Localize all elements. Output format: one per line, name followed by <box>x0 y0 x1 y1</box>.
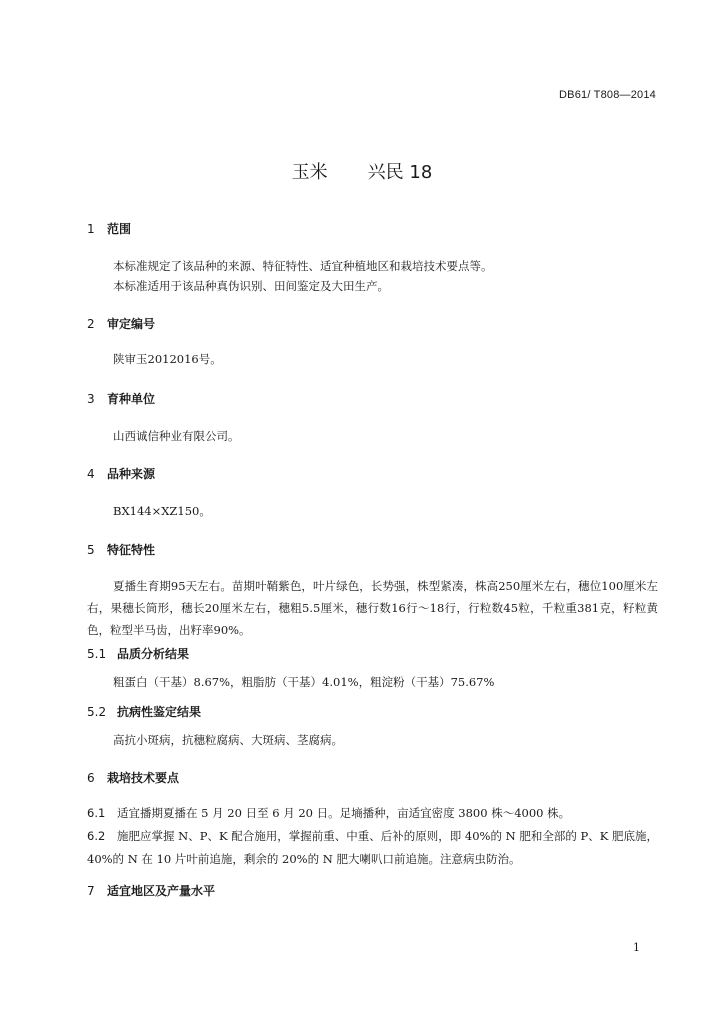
section-2-paragraph: 陕审玉2012016号。 <box>113 352 222 366</box>
section-heading-5: 5 特征特性 <box>87 543 156 557</box>
section-5-paragraph: 夏播生育期95天左右。苗期叶鞘紫色，叶片绿色，长势强，株型紧凑，株高250厘米左右，穗位100厘米左右，果穗长筒形，穗长20厘米左右，穗粗5.5厘米，穗行数16行～18行，行粒数45粒，千粒重381克，籽粒黄色，粒型半马齿，出籽率90%。 <box>87 579 658 637</box>
section-heading-5-1: 5.1 品质分析结果 <box>87 647 190 661</box>
page-number: 1 <box>633 941 640 954</box>
section-heading-1: 1 范围 <box>87 222 132 236</box>
section-6-2-number: 6.2 <box>87 829 106 843</box>
section-heading-4: 4 品种来源 <box>87 467 156 481</box>
section-5-1-paragraph: 粗蛋白（干基）8.67%，粗脂肪（干基）4.01%，粗淀粉（干基）75.67% <box>113 675 495 689</box>
title-crop: 玉米 <box>291 162 328 183</box>
section-heading-2: 2 审定编号 <box>87 317 156 331</box>
section-5-2-paragraph: 高抗小斑病，抗穗粒腐病、大斑病、茎腐病。 <box>113 733 343 747</box>
section-6-1-paragraph: 6.1 适宜播期夏播在 5 月 20 日至 6 月 20 日。足墒播种，亩适宜密度 3800 株～4000 株。 <box>87 802 658 825</box>
section-heading-6: 6 栽培技术要点 <box>87 771 180 785</box>
section-heading-3: 3 育种单位 <box>87 392 156 406</box>
document-title <box>0 158 724 184</box>
section-1-paragraph-2: 本标准适用于该品种真伪识别、田间鉴定及大田生产。 <box>113 279 389 293</box>
section-6-1-number: 6.1 <box>87 806 106 820</box>
section-heading-5-2: 5.2 抗病性鉴定结果 <box>87 705 202 719</box>
section-1-paragraph-1: 本标准规定了该品种的来源、特征特性、适宜种植地区和栽培技术要点等。 <box>113 259 493 273</box>
section-4-paragraph: BX144×XZ150。 <box>113 504 211 518</box>
section-3-paragraph: 山西诚信种业有限公司。 <box>113 429 240 443</box>
section-heading-7: 7 适宜地区及产量水平 <box>87 884 216 898</box>
section-6-2-paragraph: 6.2 施肥应掌握 N、P、K 配合施用，掌握前重、中重、后补的原则，即 40%的 N 肥和全部的 P、K 肥底施，40%的 N 在 10 片叶前追施，剩余的 20%的 N 肥大喇叭口前追施。注意病虫防治。 <box>87 825 658 871</box>
standard-code: DB61/ T808—2014 <box>559 89 656 101</box>
title-variety: 兴民 18 <box>367 162 433 183</box>
